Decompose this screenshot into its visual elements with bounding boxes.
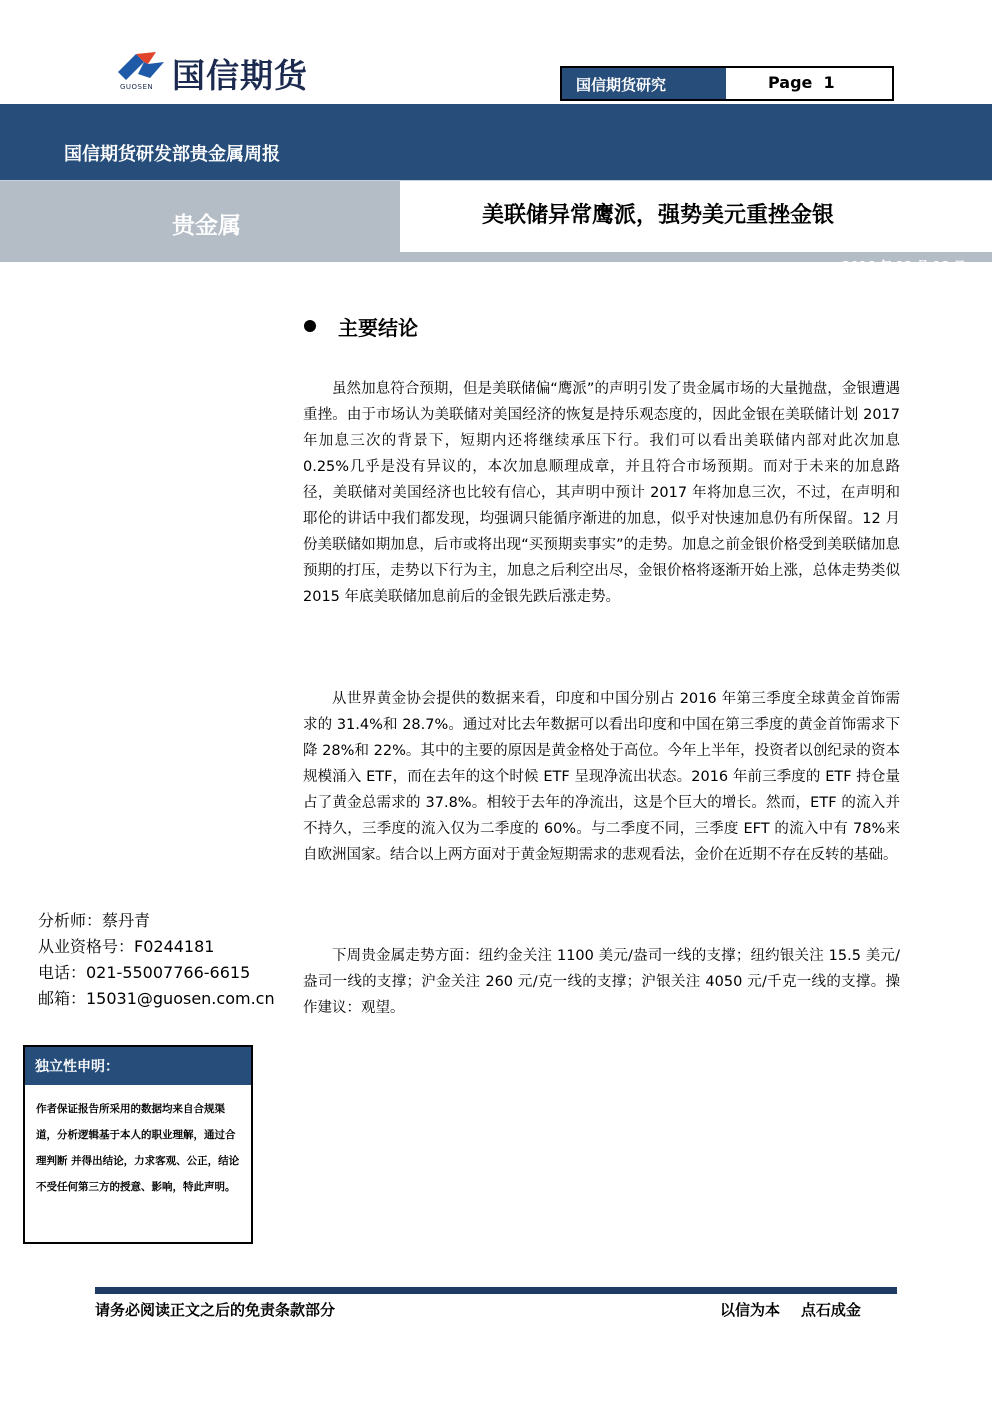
independence-statement-header [25, 1047, 251, 1085]
body-paragraph-2: 从世界黄金协会提供的数据来看，印度和中国分别占 2016 年第三季度全球黄金首饰需求的 31.4%和 28.7%。通过对比去年数据可以看出印度和中国在第三季度的黄金首饰需求下降 28%和 22%。其中的主要的原因是黄金格处于高位。今年上半年，投资者以创纪录的资本规模涌入 ETF，而在去年的这个时候 ETF 呈现净流出状态。2016 年前三季度的 ETF 持仓量占了黄金总需求的 37.8%。相较于去年的净流出，这是个巨大的增长。然而，ETF 的流入并不持久，三季度的流入仅为二季度的 60%。与二季度不同，三季度 EFT 的流入中有 78%来自欧洲国家。结合以上两方面对于黄金短期需求的悲观看法，金价在近期不存在反转的基础。 [303, 691, 900, 863]
analyst-name: 分析师：蔡丹青 [38, 911, 151, 930]
independence-statement-title: 独立性申明： [35, 1059, 119, 1075]
logo-subtext: GUOSEN [120, 83, 154, 91]
analyst-phone: 电话：021-55007766-6615 [38, 963, 251, 982]
page-number: Page 1 [768, 73, 835, 92]
section-title: 主要结论 [338, 316, 418, 340]
report-date: 2016 年 12 月 18 日 [842, 259, 966, 273]
body-paragraph-3: 下周贵金属走势方面：纽约金关注 1100 美元/盎司一线的支撑；纽约银关注 15.5 美元/盎司一线的支撑；沪金关注 260 元/克一线的支撑；沪银关注 4050 元/千克一线的支撑。操作建议：观望。 [303, 948, 900, 1016]
footer-slogan: 以信为本 点石成金 [720, 1301, 861, 1319]
analyst-certificate: 从业资格号：F0244181 [38, 937, 215, 956]
logo-wordmark: 国信期货 [172, 56, 308, 95]
header-box-border [560, 66, 894, 101]
footer-disclaimer-note: 请务必阅读正文之后的免责条款部分 [95, 1301, 336, 1319]
analyst-email: 邮箱：15031@guosen.com.cn [38, 989, 275, 1008]
independence-statement-text: 作者保证报告所采用的数据均来自合规渠道，分析逻辑基于本人的职业理解，通过合理判断 并得出结论，力求客观、公正，结论不受任何第三方的授意、影响，特此声明。 [36, 1103, 240, 1193]
research-label: 国信期货研究 [576, 76, 667, 94]
body-paragraph-1: 虽然加息符合预期，但是美联储偏“鹰派”的声明引发了贵金属市场的大量抛盘，金银遭遇重挫。由于市场认为美联储对美国经济的恢复是持乐观态度的，因此金银在美联储计划 2017 年加息三次的背景下，短期内还将继续承压下行。我们可以看出美联储内部对此次加息 0.25%几乎是没有异议的，本次加息顺理成章，并且符合市场预期。而对于未来的加息路径，美联储对美国经济也比较有信心，其声明中预计 2017 年将加息三次，不过，在声明和耶伦的讲话中我们都发现，均强调只能循序渐进的加息，似乎对快速加息仍有所保留。12 月份美联储如期加息，后市或将出现“买预期卖事实”的走势。加息之前金银价格受到美联储加息预期的打压，走势以下行为主，加息之后利空出尽，金银价格将逐渐开始上涨，总体走势类似 2015 年底美联储加息前后的金银先跌后涨走势。 [303, 381, 900, 605]
report-headline: 美联储异常鹰派，强势美元重挫金银 [482, 203, 835, 228]
guosen-logo-icon [114, 48, 168, 88]
category-label: 贵金属 [172, 213, 241, 239]
footer-divider [95, 1287, 897, 1294]
report-series-title: 国信期货研发部贵金属周报 [64, 144, 280, 165]
bullet-icon [304, 320, 316, 332]
